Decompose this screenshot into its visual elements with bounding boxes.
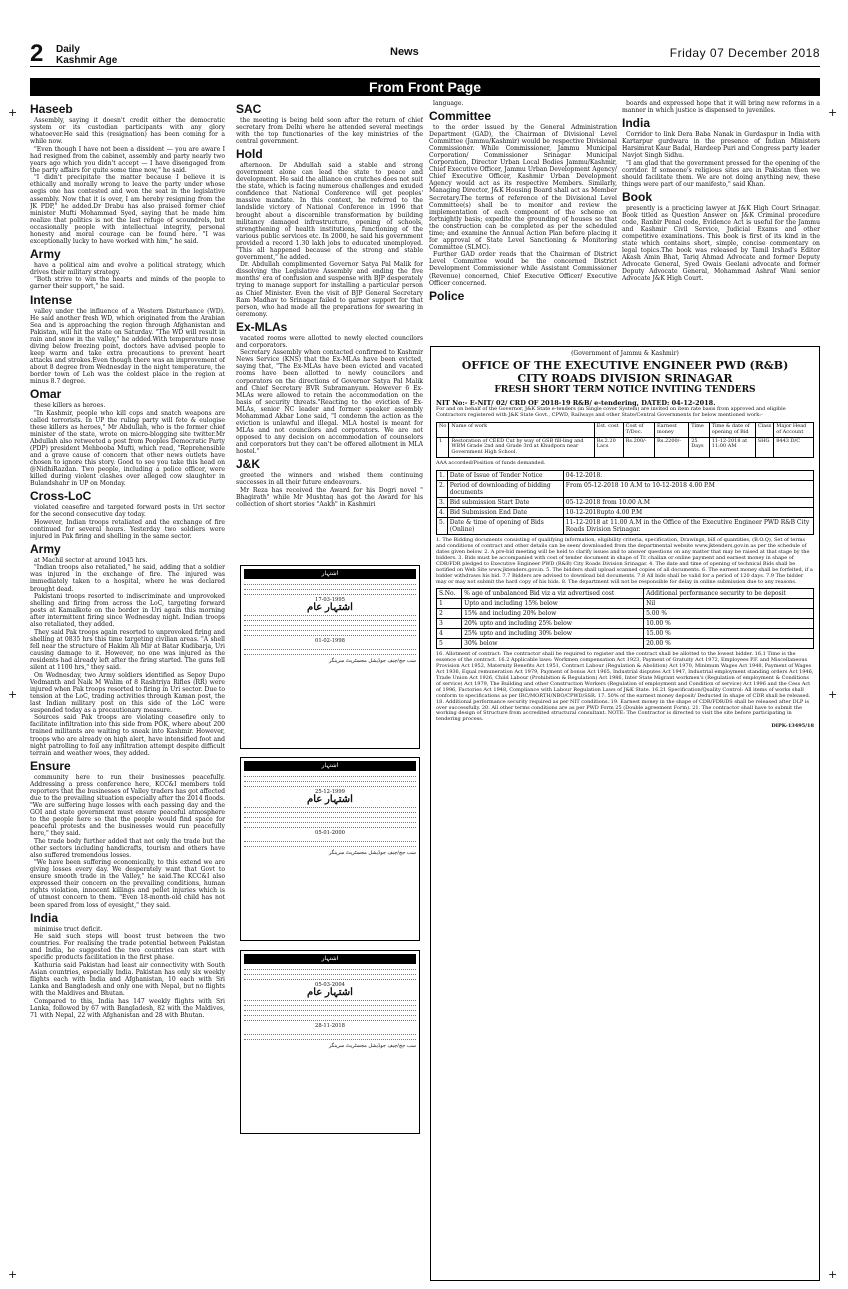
table-cell: 04-12-2018. (563, 471, 813, 481)
crop-mark-icon: + (8, 1268, 18, 1281)
table-cell: 25% upto and including 30% below (462, 629, 644, 639)
story-paragraph: They said Pak troops again resorted to unprovoked firing and shelling at 0835 hrs this time targeting civilian areas. "A shell fell near the structure of Hakim Ali Mir at Batar Kudibarja, Uri causing damage to it. However, no one was injured as the residents had already left after the firing started. The guns fell silent at 1100 hrs," they said. (30, 628, 225, 672)
story-paragraph: Corridor to link Dera Baba Nanak in Gurdaspur in India with Kartarpur gurdwara in the presence of Indian Ministers Harsimrat Kaur Badal, Hardeep Puri and Congress party leader Navjot Singh Sidhu. (622, 131, 820, 160)
tender-terms: 1. The Bidding documents consisting of qualifying information, eligibility criteria, specification, Drawings, bill of quantities, (B.O.Q), Set of terms and conditions of contract and other details can be seen/ downloaded from the departmental website www.jktenders.gov.in as per the schedule of dates given below. 2. A pre-bid meeting will be held to clarify issues and to answer questions on any matter that may be raised at that stage by the bidders. 3. Bids must be accompanied with cost of tender document in shape of Tr. challan or online payment and earnest money in shape of CDR/FDR pledged to Executive Engineer PWD (R&B) City Roads Division Srinagar. 4. The date and time of opening of technical Bids shall be notified on Web Site www.jktenders.gov.in. 5. The bidders shall upload scanned copies of all documents. 6. The earnest money shall be forfeited, if a bidder withdraws his bid. 7.7 Bidders are advised to download bid documents. 7.8 All bids shall be valid for a period of 120 days. 7.9 The bidder may or may not submit the hard copy of his bids. 8. The department will not be responsible for delay in online submission due to any reasons. (436, 537, 813, 585)
story-paragraph: "In Kashmir, people who kill cops and snatch weapons are called terrorists. In UP the ruling party will fete & eulogise these killers as heroes," Mr Abdullah, who is the former chief minister of the state, wrote on micro-blogging site twitter.Mr Abdullah also retweeted a post from Peoples Democratic Party (PDP) president Mehbooba Mufti, which read, "Reprehensible and a grave cause of concern that other news outlets have chosen to ignore this story. Good to see you take this head on @NidhiRazdan. Two people, including a police officer, were killed during violent clashes over alleged cow slaughter in Bulandshahr in UP on Monday. (30, 409, 225, 488)
story-paragraph: vacated rooms were allotted to newly elected councilors and corporators. (236, 334, 423, 349)
urdu-text-line (244, 592, 416, 595)
urdu-text-line (244, 820, 416, 823)
story-paragraph: "Even though I have not been a dissident — you are aware I had resigned from the cabinet, assembly and party nearly two years ago which you didn't accept — I have disengaged from the party affairs for quite some time now," he said. (30, 145, 225, 174)
urdu-notice-date: 17-03-1995 (315, 597, 345, 603)
story-paragraph: "I didn't precipitate the matter because I believe it is ethically and morally wrong to leave the party under whose aegis one has contested and won the seat in the legislative assembly. Now that it is over, I am hereby resigning from the JK PDP," he added.Dr Drabu has also praised former chief minister Mufti Mohammad Syed, saying that he made him realize that politics is not the last refuge of scoundrels, but occasionally people with intellectual integrity, personal honesty and moral courage can be found here. "I was exceptionally lucky to have worked with him," he said. (30, 174, 225, 245)
table-cell: 11-12-2018 at 11.00 A.M in the Office of the Executive Engineer PWD R&B City Roads Division Srinagar. (563, 518, 813, 535)
urdu-text-line (244, 633, 416, 636)
urdu-notice-signature: سب جج/چیف جوڈیشل مجسٹریٹ سرینگر (328, 849, 416, 856)
urdu-text-line (244, 774, 416, 777)
story-paragraph: Pakistani troops resorted to indiscriminate and unprovoked shelling and firing from across the LoC, targeting forward posts at Kamalkote on the border in Uri again this morning after intermittent firing since Wednesday night. Indian troops also retaliated, they added. (30, 593, 225, 629)
story-paragraph: greeted the winners and wished them continuing successes in all their future endeavours. (236, 472, 423, 487)
masthead-rule (30, 66, 820, 67)
security-row (437, 609, 814, 619)
story-headline: Omar (30, 387, 62, 402)
urdu-notice-date: 25-12-1999 (315, 789, 345, 795)
table-cell: Upto and including 15% below (462, 599, 644, 609)
story-headline: Intense (30, 292, 73, 307)
crop-mark-icon: + (828, 106, 838, 119)
tender-nit-number: NIT No:- E-NIT/ 02/ CRD OF 2018-19 R&B/ e-tendering, DATED: 04-12-2018. (436, 398, 716, 407)
column-1 (30, 100, 225, 1280)
story-paragraph: violated ceasefire and targeted forward posts in Uri sector for the second consecutive day today. (30, 504, 225, 519)
story-headline: Committee (429, 109, 492, 124)
urdu-notice-1 (240, 565, 420, 749)
story-paragraph: have a political aim and evolve a political strategy, which drives their military strategy. (30, 261, 225, 276)
table-cell: 10.00 % (644, 619, 814, 629)
story-headline: SAC (236, 102, 262, 116)
table-header-cell: Est. cost (594, 422, 623, 437)
urdu-text-line (244, 1003, 416, 1006)
table-cell: 8443 D/C (774, 437, 814, 458)
tender-work-table (436, 422, 814, 459)
table-cell: 5. (437, 518, 448, 535)
tender-schedule-table (436, 470, 814, 535)
security-row (437, 629, 814, 639)
story-headline: Book (622, 189, 652, 204)
tender-intro: For and on behalf of the Governor, J&K State e-tenders (in Single cover System) are invited on item rate basis from approved and eligible Contractors registered with J&K State Govt., CPWD, Railways and other State/Central Governments for below mentioned work:- (436, 405, 786, 418)
tender-table-header (437, 422, 814, 437)
urdu-text-line (244, 825, 416, 828)
table-cell: 20% upto and including 25% below (462, 619, 644, 629)
table-cell: 15.00 % (644, 629, 814, 639)
urdu-text-line (244, 1008, 416, 1011)
table-cell: 20.00 % (644, 639, 814, 649)
schedule-row (437, 481, 814, 498)
table-cell: 3 (437, 619, 462, 629)
urdu-notice-header: اشتہار (244, 761, 416, 771)
urdu-text-line (244, 647, 416, 650)
table-cell: 15% and including 20% below (462, 609, 644, 619)
table-header-cell: Cost of T/Doc. (623, 422, 654, 437)
table-cell: 2. (437, 481, 448, 498)
table-header-cell: Name of work (449, 422, 594, 437)
security-row (437, 599, 814, 609)
story-paragraph: Sources said Pak troops are violating ceasefire only to facilitate infiltration into this side from POK, where about 200 trained militants are waiting to sneak into Kashmir. However, troops who are already on high alert, have intensified foot and night patrolling to foil any infiltration attempt despite difficult terrain and weather woes, they added. (30, 714, 225, 757)
schedule-row (437, 471, 814, 481)
table-cell: 5.00 % (644, 609, 814, 619)
crop-mark-icon: + (8, 106, 18, 119)
story-paragraph: He said such steps will boost trust between the two countries. For realising the trade potential between Pakistan and India, he suggested the two countries can start with specific products facilitation in the first phase. (30, 933, 225, 962)
tender-table-row (437, 437, 814, 458)
story-paragraph: valley under the influence of a Western Disturbance (WD). He said another fresh WD, which originated from the Arabian Sea and is approaching the region through Afghanistan and Pakistan, will hit the state on Saturday. "The WD will result in rain and snow in the valley," he added.With temperature nose diving below freezing point, doctors have advised people to keep warm and take extra precautions to prevent heart attacks and strokes.Even though there was an improvement of about 8 degree from Wednesday in the night temperature, the border town of Leh was the coldest place in the region at minus 8.7 degree. (30, 307, 225, 385)
urdu-text-line (244, 1013, 416, 1016)
brand-line-2: Kashmir Age (56, 55, 118, 66)
urdu-notice-date: 05-03-2004 (315, 982, 345, 988)
urdu-text-line (244, 1018, 416, 1021)
story-paragraph: Mr Reza has received the Award for his Dogri novel " Bhagirath" while Mr Mushtaq has got the Award for his collection of short stories "Aakh" in Kashmiri (236, 486, 423, 508)
security-row (437, 619, 814, 629)
table-header-cell: No (437, 422, 449, 437)
story-headline: Cross-LoC (30, 489, 92, 504)
urdu-text-line (244, 587, 416, 590)
story-paragraph: the meeting is being held soon after the return of chief secretary from Delhi where he attended several meetings with the top functionaries of the key ministries of the central government. (236, 117, 423, 146)
table-cell: Rs.2200/- (655, 437, 689, 458)
column-2 (236, 100, 423, 550)
table-cell: Rs.200/- (623, 437, 654, 458)
story-paragraph: Kathuria said Pakistan had least air connectivity with South Asian countries, especially India. Pakistan has only six weekly flights each with India and Afghanistan, 10 each with Sri Lanka and Bangladesh and only one with Nepal, but no flights with the Maldives and Bhutan. (30, 961, 225, 997)
urdu-notice-signature: سب جج/چیف جوڈیشل مجسٹریٹ سرینگر (328, 657, 416, 664)
table-cell: 1 (437, 437, 449, 458)
urdu-text-line (244, 582, 416, 585)
story-headline: J&K (236, 457, 261, 472)
urdu-text-line (244, 1037, 416, 1040)
story-headline: Haseeb (30, 102, 73, 116)
table-cell: 11-12-2018 at 11:00 AM (709, 437, 755, 458)
story-paragraph: community here to run their businesses peacefully. Addressing a press conference here, KCC&I members told reporters that the businesses of Valley traders has got affected due to the prevailing situation especially after the 2014 floods. "We are suffering huge losses with each passing day and the GOI and state government must ensure peaceful atmosphere to the people here so that the people would find space for peaceful protests and the businesses would run peacefully here," they said. (30, 773, 225, 838)
story-paragraph: The trade body further added that not only the trade but the other sectors including handicrafts, tourism and others have also suffered tremendous losses. (30, 837, 225, 859)
story-headline: Hold (236, 147, 263, 162)
story-headline: Ensure (30, 758, 71, 773)
table-cell: 3. (437, 498, 448, 508)
urdu-text-line (244, 628, 416, 631)
schedule-row (437, 498, 814, 508)
crop-mark-icon: + (828, 688, 838, 701)
table-cell: 2 (437, 609, 462, 619)
urdu-notice-header: اشتہار (244, 954, 416, 964)
urdu-text-line (244, 844, 416, 847)
table-cell: 1 (437, 599, 462, 609)
table-header-cell: Time & date of opening of Bid (709, 422, 755, 437)
table-cell: Period of downloading of bidding documents (447, 481, 563, 498)
story-paragraph: language. (433, 100, 464, 107)
story-paragraph: afternoon. Dr Abdullah said a stable and strong government alone can lead the state to peace and development. He said the alliance on crutches does not suit the state, which is facing numerous challenges and exuded confidence that National Conference will get peoples' massive mandate. In this context, he referred to the landslide victory of National Conference in 1996 that brought about a discernible transformation by building militancy damaged infrastructure, opening of schools, strengthening of health institutions, functioning of the various public services etc. In 2000, he said his government provided a record 1.30 lakh jobs to educated unemployed. "This all happened because of the strong and stable government," he added. (236, 162, 423, 261)
schedule-row (437, 518, 814, 535)
section-banner: From Front Page (30, 78, 820, 96)
urdu-text-line (244, 972, 416, 975)
table-header-cell: Earnest money (655, 422, 689, 437)
table-cell: Nil (644, 599, 814, 609)
table-header-cell: Additional performance security to be deposit (644, 589, 814, 599)
story-headline: Army (30, 246, 61, 261)
urdu-notice-ref: 05-01-2000 (315, 830, 345, 837)
urdu-text-line (244, 998, 416, 1001)
urdu-text-line (244, 977, 416, 980)
table-cell: 4 (437, 629, 462, 639)
story-headline: Police (429, 288, 465, 303)
urdu-notice-title: اشتہار عام (307, 987, 353, 999)
urdu-text-line (244, 652, 416, 655)
crop-mark-icon: + (828, 1268, 838, 1281)
table-header-cell: % age of unbalanced Bid viz a viz advertised cost (462, 589, 644, 599)
table-header-cell: S.No. (437, 589, 462, 599)
story-paragraph: Compared to this, India has 147 weekly flights with Sri Lanka, followed by 67 with Bangladesh, 82 with the Maldives, 71 with Nepal, 22 with Afghanistan and 28 with Bhutan. (30, 997, 225, 1019)
urdu-text-line (244, 805, 416, 808)
table-cell: SHG (755, 437, 774, 458)
issue-date: Friday 07 December 2018 (669, 46, 820, 60)
story-paragraph: presently is a practicing lawyer at J&K High Court Srinagar. Book titled as Question Answer on J&K Criminal procedure code, Ranbir Penal code, Evidence Act is useful for the Jammu and Kashmir Civil Service, Judicial Exams and other competitive examinations. This book is first of its kind in the state which contains short, simple, concise commentary on legal topics.The book was released by Tamil Irshad's Editor Akash Amin Bhat, Tariq Ahmad Advocate and former Deputy Advocate General, Syed Owais Geelani advocate and former Deputy Advocate General, Mohammad Ashraf Wani senior Advocate J&K High Court. (622, 204, 820, 283)
tender-title-office: OFFICE OF THE EXECUTIVE ENGINEER PWD (R&B) (461, 358, 789, 372)
tender-title-division: CITY ROADS DIVISION SRINAGAR (517, 371, 733, 385)
urdu-text-line (244, 784, 416, 787)
urdu-text-line (244, 779, 416, 782)
tender-government: (Government of Jammu & Kashmir) (571, 350, 679, 357)
table-cell: Date of Issue of Tender Notice (447, 471, 563, 481)
story-headline: India (30, 910, 59, 925)
table-header-cell: Major Head of Account (774, 422, 814, 437)
urdu-notice-ref: 01-02-1998 (315, 638, 345, 645)
security-row (437, 639, 814, 649)
story-headline: Army (30, 541, 61, 556)
story-paragraph: Assembly, saying it doesn't credit either the democratic system or its custodian participants with any glory whatoever.He said this (resignation) has been coming for a while now. (30, 117, 225, 146)
tender-terms-2: 16. Allotment of contract: The contractor shall be required to register and the contract shall be allotted to the lowest bidder. 16.1 Time is the essence of the contract. 16.2 Applicable laws: Workmen compensation Act 1923, Payment of Gratuity Act 1972, Employees P.F. and Miscellaneous Provision Act 1952, Maternity Benefits Act 1951, Contract Labour (Regulation & Abolition) Act 1970, Minimum Wages Act 1948, Payment of Wages Act 1936, Equal remuneration Act 1979, Payment of bonus Act 1965, Industrial disputes Act 1947, Industrial employment standing orders Act 1946, Trade Union Act 1926, Child Labour (Prohibition & Regulation) Act 1986, Inter State Migrant workmen's (Regulation of employment & Conditions of service) Act 1979, The Building and other Construction Workers (Regulation of employment and Condition of service) Act 1996 and the Cess Act of 1996, Factories Act 1948, Compliance with Labour Regulation Laws of J&K State. 16.21 Specification/Quality Control: All items of works shall conform to specifications as per IRC/MORTH/NBO/CPWD/SSR. 17. 50% of the earnest money deposit/ Deducted in shape of CDR shall be released. 18. Additional performance security required as per NIT conditions. 19. Earnest money in the shape of CDR/FDR/DS shall be released after DLP is over successfully. 20. All other terms conditions are as per PWD Form 25 (Double agreement Form). 21. The contractor shall have to submit the working design of Structure from accredited structural consultant. NOTE: The Contractor is directed to visit the site before participating in tendering process. (436, 651, 814, 723)
story-paragraph: However, Indian troops retaliated and the exchange of fire continued for several hours. Yesterday two soldiers were injured in Pak firing and shelling in the same sector. (30, 518, 225, 540)
tender-aaa-note: AAA accorded/Position of funds demanded. (436, 460, 546, 467)
story-paragraph: On Wednesday, two Army soldiers identified as Sepoy Dupo Vedmanth and Naik M Walim of 8 Rashtriya Rifles (RR) were injured when Pak troops resorted to firing in Uri sector. Due to tension at the LoC, trading activities through Kaman post, the last Indian military post on this side of the LoC were suspended today as a precautionary measure. (30, 671, 225, 714)
story-paragraph: "I am glad that the government pressed for the opening of the corridor. If someone's religious sites are in Pakistan then we should facilitate them. We are not doing anything new, these things were part of our manifesto," said Khan. (622, 159, 820, 188)
urdu-text-line (244, 839, 416, 842)
story-paragraph: boards and expressed hope that it will bring new reforms in a manner in which justice is dispensed to juveniles. (622, 100, 820, 115)
story-paragraph: Further GAD order reads that the Chairman of District Level Committee would be the concerned District Development Commissioner while Assistant Commissioner (Revenue) concerned, Chief Executive Officer/ Executive Officer concerned. (429, 251, 617, 287)
masthead (30, 40, 820, 76)
table-cell: 4. (437, 508, 448, 518)
urdu-notice-title: اشتہار عام (307, 602, 353, 614)
table-cell: 05-12-2018 from 10.00 A.M (563, 498, 813, 508)
table-cell: 30% below (462, 639, 644, 649)
story-paragraph: "We have been suffering economically, to this extend we are giving losses every day. We desperately want that Govt to ensure smooth trade in the Valley," he said.The KCC&I also expressed their concern on the prevailing conditions, human rights violation, innocent killings and pellet injuries which is of utmost concern to them. "Even 18-month-old child has not been spared from loss of eyesight," they said. (30, 859, 225, 909)
urdu-notice-2 (240, 757, 420, 941)
table-cell: 25 Days (689, 437, 709, 458)
brand-line-1: Daily (56, 44, 80, 55)
urdu-notice-signature: سب جج/چیف جوڈیشل مجسٹریٹ سرینگر (328, 1042, 416, 1049)
table-cell: Restoration of CEED Cut by way of GSB fill-ling and WBM Grade 2nd and Grade 3rd at Khudpora near Government High School. (449, 437, 594, 458)
urdu-notice-header: اشتہار (244, 569, 416, 579)
urdu-text-line (244, 623, 416, 626)
section-label: News (390, 46, 419, 58)
story-paragraph: "Both strive to win the hearts and minds of the people to garner their support," he said. (30, 276, 225, 291)
dipk-code: DIPK-13495/18 (771, 723, 814, 730)
tender-title-notice: FRESH SHORT TERM NOTICE INVITING TENDERS (494, 384, 756, 395)
table-header-cell: Time (689, 422, 709, 437)
story-paragraph: at Machil sector at around 1045 hrs. (34, 556, 148, 564)
security-header-row (437, 589, 814, 599)
urdu-text-line (244, 1032, 416, 1035)
column-4 (622, 100, 820, 340)
story-headline: Ex-MLAs (236, 319, 288, 334)
table-cell: 10-12-2018upto 4.00 P.M (563, 508, 813, 518)
urdu-notice-3 (240, 950, 420, 1134)
crop-mark-icon: + (8, 688, 18, 701)
table-cell: Bid submission Start Date (447, 498, 563, 508)
story-paragraph: "Indian troops also retaliated," he said, adding that a soldier was injured in the exchange of fire. The injured was immediately taken to a hospital, where he was declared brought dead. (30, 564, 225, 593)
schedule-row (437, 508, 814, 518)
masthead-brand (56, 44, 117, 66)
column-3 (429, 100, 617, 340)
urdu-notice-ref: 28-11-2018 (315, 1023, 345, 1030)
urdu-text-line (244, 967, 416, 970)
table-cell: 5 (437, 639, 462, 649)
urdu-text-line (244, 815, 416, 818)
performance-security-table (436, 588, 814, 649)
table-cell: Date & time of opening of Bids (Online) (447, 518, 563, 535)
table-cell: Bid Submission End Date (447, 508, 563, 518)
story-paragraph: Secretary Assembly when contacted confirmed to Kashmir News Service (KNS) that the Ex-MLAs have been evicted, saying that, "The Ex-MLAs have been evicted and vacated rooms have been allotted to newly councilors and corporators on the directions of Governor Satya Pal Malik and Chief Secretary BVR Subramanyam. However 6 Ex-MLAs were allowed to retain the accommodation on the basis of security threats."Reacting to the eviction of Ex-MLAs, senior NC leader and former speaker assembly Mohammad Akbar Lone said, "I condemn the action as the eviction is unlawful and illegal. MLA hostel is meant for MLAs and not councilors and corporators. We are not opposed to any decision on accommodation of counselors and corporators but they can't be offered allotment in MLA hostel." (236, 349, 423, 455)
story-paragraph: minimise truct deficit. (34, 925, 103, 933)
table-cell: Rs.2.20 Lacs (594, 437, 623, 458)
table-cell: 1. (437, 471, 448, 481)
urdu-text-line (244, 613, 416, 616)
urdu-notice-title: اشتہار عام (307, 794, 353, 806)
tender-notice (430, 346, 820, 1281)
urdu-text-line (244, 618, 416, 621)
urdu-text-line (244, 810, 416, 813)
story-paragraph: to the order issued by the General Administration Department (GAD), the Chairman of Divisional Level Committee (Jammu/Kashmir) would be respective Divisional Commissioner. While Commissioner, Jammu Municipal Corporation/ Commissioner Srinagar Municipal Corporation, Director Urban Local Bodies Jammu/Kashmir, Chief Executive Officer, Jammu Urban Development Agency/ Chief Executive Officer, Kashmir Urban Development Agency would act as its respective Members. Similarly, Managing Director, J&K Housing Board shall act as Member Secretary.The terms of reference of the Divisional Level Committee(s) shall be to monitor and review the implementation of each component of the scheme on fortnightly basis; expedite the grounding of houses so that the construction can be completed as per the scheduled time; and examine the Annual Action Plan before placing it for approval of State Level Sanctioning & Monitoring Committee (SLMC). (429, 124, 617, 251)
story-paragraph: these killers as heroes. (34, 402, 106, 410)
page-number: 2 (30, 40, 44, 67)
table-cell: From 05-12-2018 10 A.M to 10-12-2018 4.00 P.M (563, 481, 813, 498)
story-headline: India (622, 116, 651, 131)
table-header-cell: Class (755, 422, 774, 437)
story-paragraph: Dr. Abdullah complimented Governor Satya Pal Malik for dissolving the Legislative Assembly and ending the five months' era of confusion and suspense with BJP desperately trying to manage support for installing a particular person as Chief Minister. Even the visit of BJP General Secretary Ram Madhav to Srinagar failed to garner support for that person, who had made all the preparations for swearing in ceremony. (236, 261, 423, 318)
